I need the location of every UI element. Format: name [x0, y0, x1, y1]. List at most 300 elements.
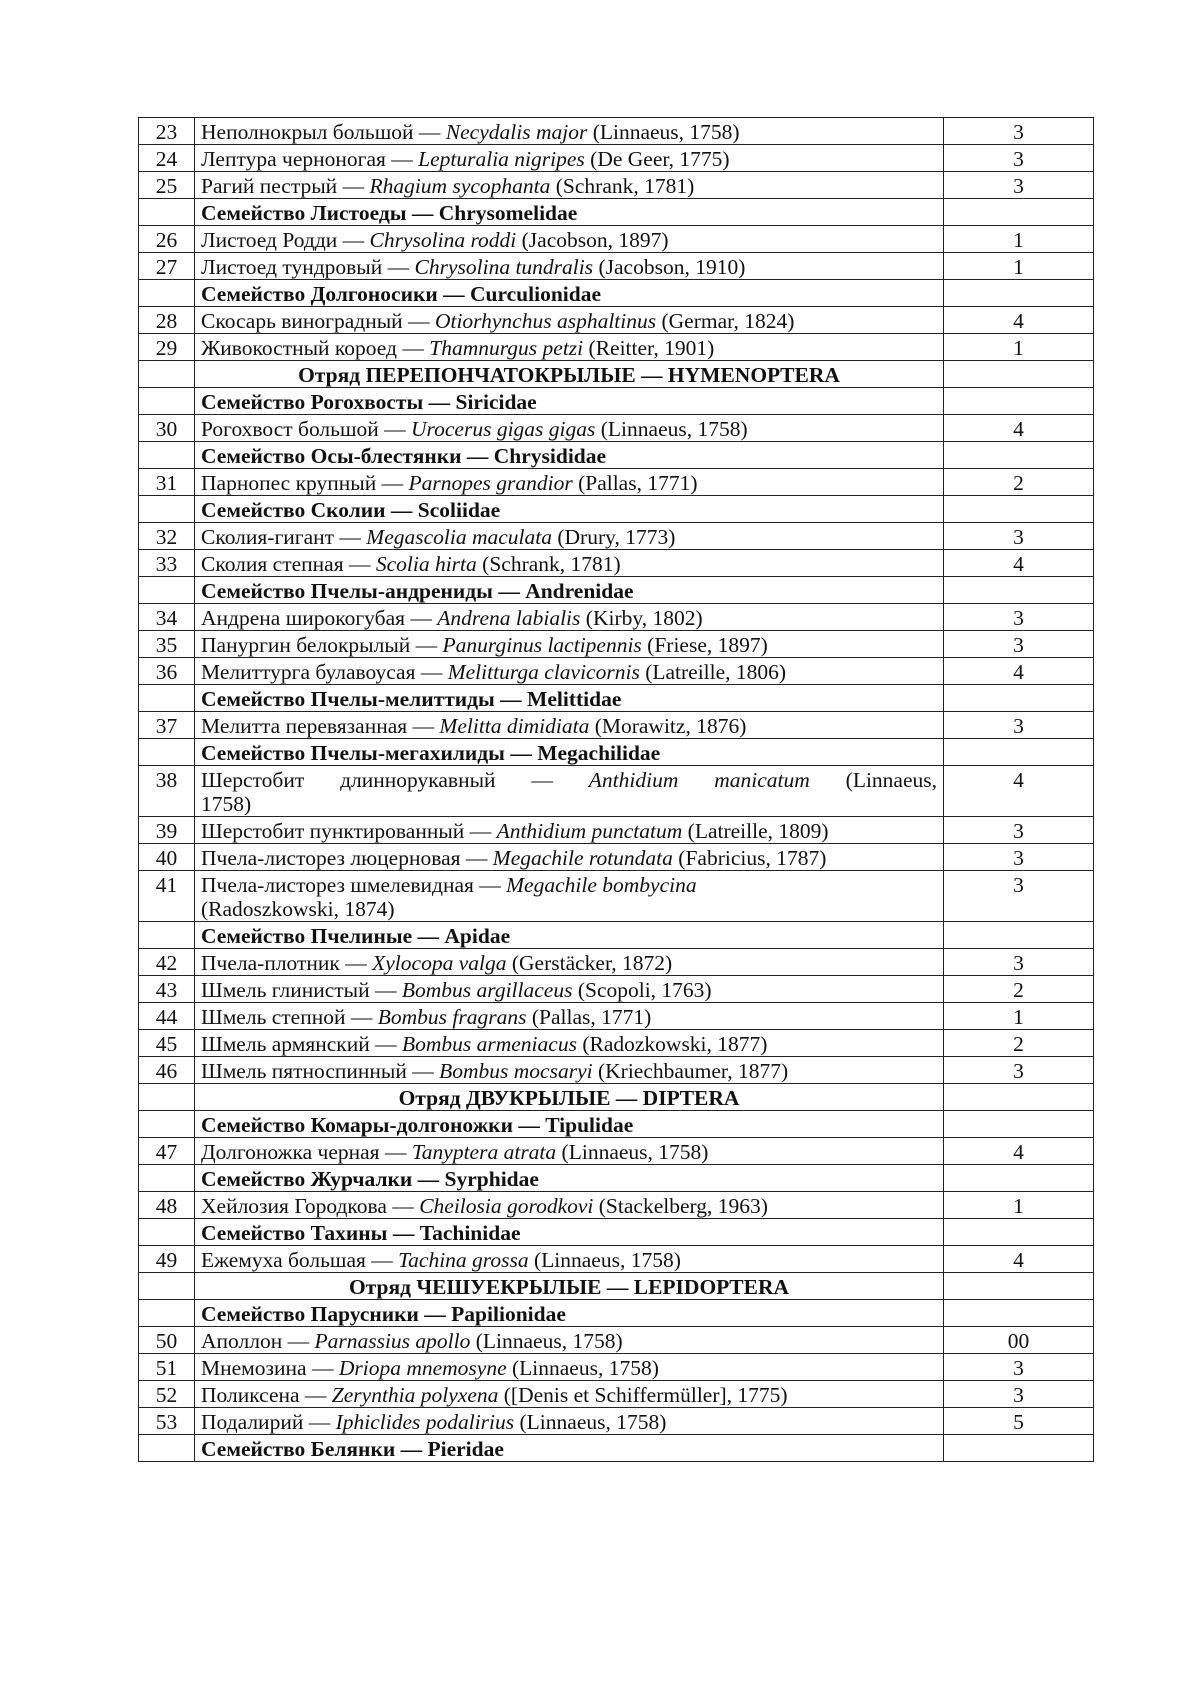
row-number-cell [139, 550, 195, 577]
species-row [139, 145, 1094, 172]
family-header-row [139, 280, 1094, 307]
row-number-cell [139, 922, 195, 949]
row-number: 26 [155, 228, 178, 252]
species-row [139, 334, 1094, 361]
category-cell [944, 388, 1094, 415]
latin-name: Megachile bombycina [506, 873, 697, 897]
family-name: Семейство Журчалки — Syrphidae [201, 1167, 539, 1191]
russian-name: Парнопес крупный [201, 471, 377, 495]
conservation-category: 3 [1013, 714, 1024, 738]
row-number: 47 [155, 1140, 178, 1164]
order-name: Отряд ДВУКРЫЛЫЕ — DIPTERA [398, 1086, 740, 1110]
row-number-cell [139, 1300, 195, 1327]
family-header-row [139, 1165, 1094, 1192]
row-number-cell [139, 1030, 195, 1057]
row-number-cell [139, 1381, 195, 1408]
category-cell [944, 1327, 1094, 1354]
row-number: 43 [155, 978, 178, 1002]
author-citation: (Linnaeus, 1758) [592, 120, 740, 144]
species-table [138, 117, 1094, 1462]
author-citation: (Scopoli, 1763) [577, 978, 712, 1002]
latin-name: Melitta dimidiata [439, 714, 590, 738]
row-number-cell [139, 1111, 195, 1138]
species-row [139, 118, 1094, 145]
species-name-cell: Пчела-листорез шмелевидная — Megachile bombycina (Radoszkowski, 1874) [195, 871, 944, 922]
species-row [139, 1192, 1094, 1219]
category-cell [944, 172, 1094, 199]
family-header-row [139, 388, 1094, 415]
author-citation: (Jacobson, 1897) [521, 228, 669, 252]
species-name-cell: Пчела-плотник — Xylocopa valga (Gerstäcker, 1872) [195, 949, 944, 976]
russian-name: Лептура черноногая [201, 147, 386, 171]
russian-name: Шмель глинистый [201, 978, 370, 1002]
row-number: 29 [155, 336, 178, 360]
author-citation: (Radoszkowski, 1874) [201, 897, 395, 921]
species-row [139, 1354, 1094, 1381]
row-number-cell [139, 199, 195, 226]
row-number: 25 [155, 174, 178, 198]
species-name-cell: Рогохвост большой — Urocerus gigas gigas (Linnaeus, 1758) [195, 415, 944, 442]
species-name-cell: Мелиттурга булавоусая — Melitturga clavicornis (Latreille, 1806) [195, 658, 944, 685]
row-number-cell [139, 817, 195, 844]
row-number-cell [139, 739, 195, 766]
species-row [139, 844, 1094, 871]
category-cell [944, 766, 1094, 817]
author-citation: (Friese, 1897) [647, 633, 768, 657]
conservation-category: 1 [1013, 1194, 1024, 1218]
family-name-cell [195, 922, 944, 949]
author-citation: (Linnaeus, 1758) [512, 1356, 659, 1380]
category-cell [944, 523, 1094, 550]
species-name-cell: Шмель степной — Bombus fragrans (Pallas, 1771) [195, 1003, 944, 1030]
order-name-cell [195, 1084, 944, 1111]
row-number: 53 [155, 1410, 178, 1434]
species-row [139, 1327, 1094, 1354]
row-number: 38 [155, 768, 178, 792]
conservation-category: 2 [1013, 471, 1024, 495]
row-number: 48 [155, 1194, 178, 1218]
order-name: Отряд ПЕРЕПОНЧАТОКРЫЛЫЕ — HYMENOPTERA [298, 363, 840, 387]
species-name-cell: Шмель пятноспинный — Bombus mocsaryi (Kriechbaumer, 1877) [195, 1057, 944, 1084]
category-cell [944, 871, 1094, 922]
russian-name: Шмель степной [201, 1005, 346, 1029]
species-row [139, 631, 1094, 658]
latin-name: Thamnurgus petzi [429, 336, 584, 360]
category-cell [944, 1273, 1094, 1300]
family-name: Семейство Осы-блестянки — Chrysididae [201, 444, 607, 468]
latin-name: Tachina grossa [398, 1248, 529, 1272]
category-cell [944, 922, 1094, 949]
species-name-cell: Сколия-гигант — Megascolia maculata (Drury, 1773) [195, 523, 944, 550]
author-citation: (Linnaeus, 1758) [475, 1329, 623, 1353]
author-citation: (Jacobson, 1910) [598, 255, 746, 279]
row-number-cell [139, 415, 195, 442]
russian-name: Мелитта перевязанная [201, 714, 408, 738]
category-cell [944, 604, 1094, 631]
family-name: Семейство Белянки — Pieridae [201, 1437, 504, 1461]
russian-name: Мелиттурга булавоусая [201, 660, 416, 684]
row-number-cell [139, 577, 195, 604]
species-row [139, 817, 1094, 844]
latin-name: Megascolia maculata [366, 525, 552, 549]
conservation-category: 3 [1013, 846, 1024, 870]
species-name-cell: Лептура черноногая — Lepturalia nigripes (De Geer, 1775) [195, 145, 944, 172]
author-citation: (Linnaeus, 1758) [600, 417, 748, 441]
latin-name: Parnassius apollo [314, 1329, 471, 1353]
family-header-row [139, 1300, 1094, 1327]
conservation-category: 3 [1013, 1059, 1024, 1083]
row-number: 30 [155, 417, 178, 441]
species-row [139, 604, 1094, 631]
author-citation: (De Geer, 1775) [590, 147, 730, 171]
row-number: 36 [155, 660, 178, 684]
category-cell [944, 550, 1094, 577]
species-row [139, 949, 1094, 976]
species-name-cell: Шмель глинистый — Bombus argillaceus (Scopoli, 1763) [195, 976, 944, 1003]
author-citation: (Latreille, 1809) [687, 819, 829, 843]
row-number-cell [139, 1057, 195, 1084]
order-name-cell [195, 361, 944, 388]
conservation-category: 2 [1013, 1032, 1024, 1056]
author-citation: (Latreille, 1806) [645, 660, 787, 684]
latin-name: Anthidium punctatum [496, 819, 683, 843]
row-number-cell [139, 871, 195, 922]
family-header-row [139, 739, 1094, 766]
family-name-cell [195, 1219, 944, 1246]
author-citation: (Reitter, 1901) [588, 336, 715, 360]
russian-name: Мнемозина [201, 1356, 307, 1380]
row-number-cell [139, 844, 195, 871]
latin-name: Bombus armeniacus [401, 1032, 577, 1056]
family-name: Семейство Сколии — Scoliidae [201, 498, 501, 522]
row-number: 50 [155, 1329, 178, 1353]
category-cell [944, 1003, 1094, 1030]
author-citation: (Gerstäcker, 1872) [511, 951, 673, 975]
row-number-cell [139, 496, 195, 523]
conservation-category: 2 [1013, 978, 1024, 1002]
conservation-category: 1 [1013, 255, 1024, 279]
latin-name: Scolia hirta [375, 552, 477, 576]
species-name-cell: Мелитта перевязанная — Melitta dimidiata (Morawitz, 1876) [195, 712, 944, 739]
russian-name: Шмель пятноспинный [201, 1059, 407, 1083]
russian-name: Сколия степная [201, 552, 344, 576]
conservation-category: 4 [1013, 660, 1024, 684]
latin-name: Zerynthia polyxena [331, 1383, 499, 1407]
russian-name: Листоед тундровый [201, 255, 383, 279]
category-cell [944, 145, 1094, 172]
author-citation: (Fabricius, 1787) [678, 846, 827, 870]
category-cell [944, 844, 1094, 871]
russian-name: Рогохвост большой [201, 417, 379, 441]
latin-name: Chrysolina roddi [369, 228, 517, 252]
species-row [139, 1246, 1094, 1273]
species-name-cell: Скосарь виноградный — Otiorhynchus asphaltinus (Germar, 1824) [195, 307, 944, 334]
row-number: 37 [155, 714, 178, 738]
row-number-cell [139, 949, 195, 976]
order-name: Отряд ЧЕШУЕКРЫЛЫЕ — LEPIDOPTERA [348, 1275, 790, 1299]
row-number-cell [139, 766, 195, 817]
conservation-category: 1 [1013, 228, 1024, 252]
author-citation: (Linnaeus, 1758) [533, 1248, 681, 1272]
category-cell [944, 1111, 1094, 1138]
conservation-category: 5 [1013, 1410, 1024, 1434]
latin-name: Iphiclides podalirius [335, 1410, 515, 1434]
row-number-cell [139, 334, 195, 361]
author-citation: (Linnaeus, [845, 768, 937, 792]
row-number: 41 [155, 873, 178, 897]
species-name-cell: Пчела-листорез люцерновая — Megachile rotundata (Fabricius, 1787) [195, 844, 944, 871]
category-cell [944, 1381, 1094, 1408]
species-row [139, 658, 1094, 685]
row-number-cell [139, 1084, 195, 1111]
row-number-cell [139, 685, 195, 712]
author-citation: (Radozkowski, 1877) [582, 1032, 768, 1056]
species-row [139, 415, 1094, 442]
species-name-cell: Долгоножка черная — Tanyptera atrata (Linnaeus, 1758) [195, 1138, 944, 1165]
family-name-cell [195, 1300, 944, 1327]
author-citation: (Schrank, 1781) [555, 174, 695, 198]
category-cell [944, 1435, 1094, 1462]
russian-name: Шерстобит пунктированный [201, 819, 465, 843]
latin-name: Bombus argillaceus [401, 978, 573, 1002]
category-cell [944, 817, 1094, 844]
latin-name: Driopa mnemosyne [338, 1356, 507, 1380]
species-name-cell [195, 766, 944, 817]
family-header-row [139, 199, 1094, 226]
row-number: 23 [155, 120, 178, 144]
row-number: 44 [155, 1005, 178, 1029]
row-number: 40 [155, 846, 178, 870]
family-name-cell [195, 280, 944, 307]
latin-name: Rhagium sycophanta [369, 174, 551, 198]
species-name-cell: Подалирий — Iphiclides podalirius (Linnaeus, 1758) [195, 1408, 944, 1435]
row-number-cell [139, 523, 195, 550]
conservation-category: 3 [1013, 174, 1024, 198]
species-row [139, 226, 1094, 253]
row-number: 33 [155, 552, 178, 576]
row-number-cell [139, 1192, 195, 1219]
russian-name: Долгоножка черная [201, 1140, 380, 1164]
category-cell [944, 976, 1094, 1003]
conservation-category: 4 [1013, 417, 1024, 441]
row-number: 46 [155, 1059, 178, 1083]
author-citation: (Germar, 1824) [661, 309, 795, 333]
species-name-cell: Парнопес крупный — Parnopes grandior (Pallas, 1771) [195, 469, 944, 496]
species-name-cell: Живокостный короед — Thamnurgus petzi (Reitter, 1901) [195, 334, 944, 361]
category-cell [944, 658, 1094, 685]
conservation-category: 3 [1013, 951, 1024, 975]
species-row [139, 976, 1094, 1003]
species-name-line: Шерстобит длиннорукавный — Anthidium manicatum (Linnaeus, [201, 768, 937, 792]
author-citation: (Pallas, 1771) [578, 471, 698, 495]
latin-name: Anthidium manicatum [588, 768, 810, 792]
conservation-category: 3 [1013, 606, 1024, 630]
latin-name: Chrysolina tundralis [414, 255, 594, 279]
species-row [139, 766, 1094, 817]
latin-name: Lepturalia nigripes [418, 147, 585, 171]
order-header-row [139, 1273, 1094, 1300]
category-cell [944, 334, 1094, 361]
category-cell [944, 1354, 1094, 1381]
species-row [139, 871, 1094, 922]
conservation-category: 4 [1013, 1140, 1024, 1164]
category-cell [944, 361, 1094, 388]
conservation-category: 1 [1013, 336, 1024, 360]
category-cell [944, 469, 1094, 496]
conservation-category: 00 [1007, 1329, 1030, 1353]
family-name-cell [195, 1165, 944, 1192]
russian-name: Листоед Родди [201, 228, 338, 252]
species-row [139, 172, 1094, 199]
russian-name: Аполлон [201, 1329, 283, 1353]
conservation-category: 4 [1013, 552, 1024, 576]
category-cell [944, 631, 1094, 658]
latin-name: Bombus mocsaryi [439, 1059, 593, 1083]
russian-name: Андрена широкогубая [201, 606, 406, 630]
russian-name: Рагий пестрый [201, 174, 338, 198]
species-name-cell: Ежемуха большая — Tachina grossa (Linnaeus, 1758) [195, 1246, 944, 1273]
category-cell [944, 1246, 1094, 1273]
author-citation: ([Denis et Schiffermüller], 1775) [503, 1383, 788, 1407]
row-number-cell [139, 172, 195, 199]
category-cell [944, 118, 1094, 145]
row-number-cell [139, 712, 195, 739]
row-number: 39 [155, 819, 178, 843]
species-name-cell: Шерстобит пунктированный — Anthidium punctatum (Latreille, 1809) [195, 817, 944, 844]
row-number: 34 [155, 606, 178, 630]
row-number-cell [139, 1246, 195, 1273]
order-header-row [139, 361, 1094, 388]
row-number-cell [139, 1165, 195, 1192]
row-number-cell [139, 253, 195, 280]
category-cell [944, 1300, 1094, 1327]
family-header-row [139, 496, 1094, 523]
conservation-category: 3 [1013, 1383, 1024, 1407]
species-name-cell: Сколия степная — Scolia hirta (Schrank, 1781) [195, 550, 944, 577]
species-table-body [139, 118, 1094, 1462]
row-number: 49 [155, 1248, 178, 1272]
conservation-category: 3 [1013, 525, 1024, 549]
latin-name: Bombus fragrans [377, 1005, 527, 1029]
row-number-cell [139, 976, 195, 1003]
species-name-cell: Мнемозина — Driopa mnemosyne (Linnaeus, 1758) [195, 1354, 944, 1381]
family-name: Семейство Комары-долгоножки — Tipulidae [201, 1113, 634, 1137]
species-row [139, 307, 1094, 334]
species-name-cell: Листоед тундровый — Chrysolina tundralis (Jacobson, 1910) [195, 253, 944, 280]
family-name: Семейство Парусники — Papilionidae [201, 1302, 566, 1326]
row-number-cell [139, 118, 195, 145]
row-number: 52 [155, 1383, 178, 1407]
order-header-row [139, 1084, 1094, 1111]
category-cell [944, 1192, 1094, 1219]
row-number-cell [139, 1435, 195, 1462]
species-name-cell: Аполлон — Parnassius apollo (Linnaeus, 1758) [195, 1327, 944, 1354]
family-name-cell [195, 496, 944, 523]
row-number-cell [139, 658, 195, 685]
conservation-category: 4 [1013, 768, 1024, 792]
species-name-cell: Шмель армянский — Bombus armeniacus (Radozkowski, 1877) [195, 1030, 944, 1057]
category-cell [944, 496, 1094, 523]
author-citation: (Linnaeus, 1758) [519, 1410, 667, 1434]
family-name: Семейство Пчелиные — Apidae [201, 924, 511, 948]
row-number-cell [139, 1219, 195, 1246]
category-cell [944, 280, 1094, 307]
species-row [139, 712, 1094, 739]
category-cell [944, 712, 1094, 739]
family-name: Семейство Пчелы-мелиттиды — Melittidae [201, 687, 622, 711]
family-name-cell [195, 388, 944, 415]
family-name-cell [195, 199, 944, 226]
author-citation: (Drury, 1773) [557, 525, 676, 549]
author-citation: (Schrank, 1781) [482, 552, 621, 576]
species-name-cell: Неполнокрыл большой — Necydalis major (Linnaeus, 1758) [195, 118, 944, 145]
category-cell [944, 577, 1094, 604]
latin-name: Urocerus gigas gigas [411, 417, 596, 441]
row-number: 31 [155, 471, 178, 495]
category-cell [944, 1408, 1094, 1435]
author-citation: (Morawitz, 1876) [594, 714, 747, 738]
family-name: Семейство Пчелы-мегахилиды — Megachilidae [201, 741, 661, 765]
russian-name: Шмель армянский [201, 1032, 370, 1056]
species-name-cell: Поликсена — Zerynthia polyxena ([Denis et Schiffermüller], 1775) [195, 1381, 944, 1408]
conservation-category: 3 [1013, 873, 1024, 897]
category-cell [944, 415, 1094, 442]
species-row [139, 550, 1094, 577]
row-number: 27 [155, 255, 178, 279]
author-citation: (Pallas, 1771) [531, 1005, 652, 1029]
row-number: 42 [155, 951, 178, 975]
row-number-cell [139, 1138, 195, 1165]
russian-name: Скосарь виноградный [201, 309, 403, 333]
family-name: Семейство Рогохвосты — Siricidae [201, 390, 537, 414]
family-name-cell [195, 739, 944, 766]
russian-name: Пчела-плотник [201, 951, 340, 975]
category-cell [944, 1084, 1094, 1111]
row-number: 32 [155, 525, 178, 549]
row-number-cell [139, 226, 195, 253]
latin-name: Cheilosia gorodkovi [419, 1194, 594, 1218]
row-number-cell [139, 388, 195, 415]
russian-name: Панургин белокрылый [201, 633, 411, 657]
russian-name: Подалирий [201, 1410, 304, 1434]
conservation-category: 3 [1013, 1356, 1024, 1380]
conservation-category: 3 [1013, 819, 1024, 843]
category-cell [944, 1057, 1094, 1084]
row-number-cell [139, 442, 195, 469]
category-cell [944, 1030, 1094, 1057]
family-name: Семейство Листоеды — Chrysomelidae [201, 201, 578, 225]
latin-name: Necydalis major [445, 120, 588, 144]
row-number-cell [139, 307, 195, 334]
species-name-cell: Хейлозия Городкова — Cheilosia gorodkovi (Stackelberg, 1963) [195, 1192, 944, 1219]
category-cell [944, 739, 1094, 766]
species-row [139, 1138, 1094, 1165]
row-number-cell [139, 631, 195, 658]
category-cell [944, 1219, 1094, 1246]
author-citation: (Stackelberg, 1963) [598, 1194, 768, 1218]
family-name-cell [195, 577, 944, 604]
russian-name: Пчела-листорез шмелевидная [201, 873, 474, 897]
author-citation: (Kirby, 1802) [585, 606, 703, 630]
russian-name: Хейлозия Городкова [201, 1194, 387, 1218]
species-row [139, 1030, 1094, 1057]
russian-name: Шерстобит длиннорукавный [201, 768, 496, 792]
row-number-cell [139, 1354, 195, 1381]
order-name-cell [195, 1273, 944, 1300]
row-number-cell [139, 1327, 195, 1354]
latin-name: Andrena labialis [437, 606, 581, 630]
row-number-cell [139, 145, 195, 172]
